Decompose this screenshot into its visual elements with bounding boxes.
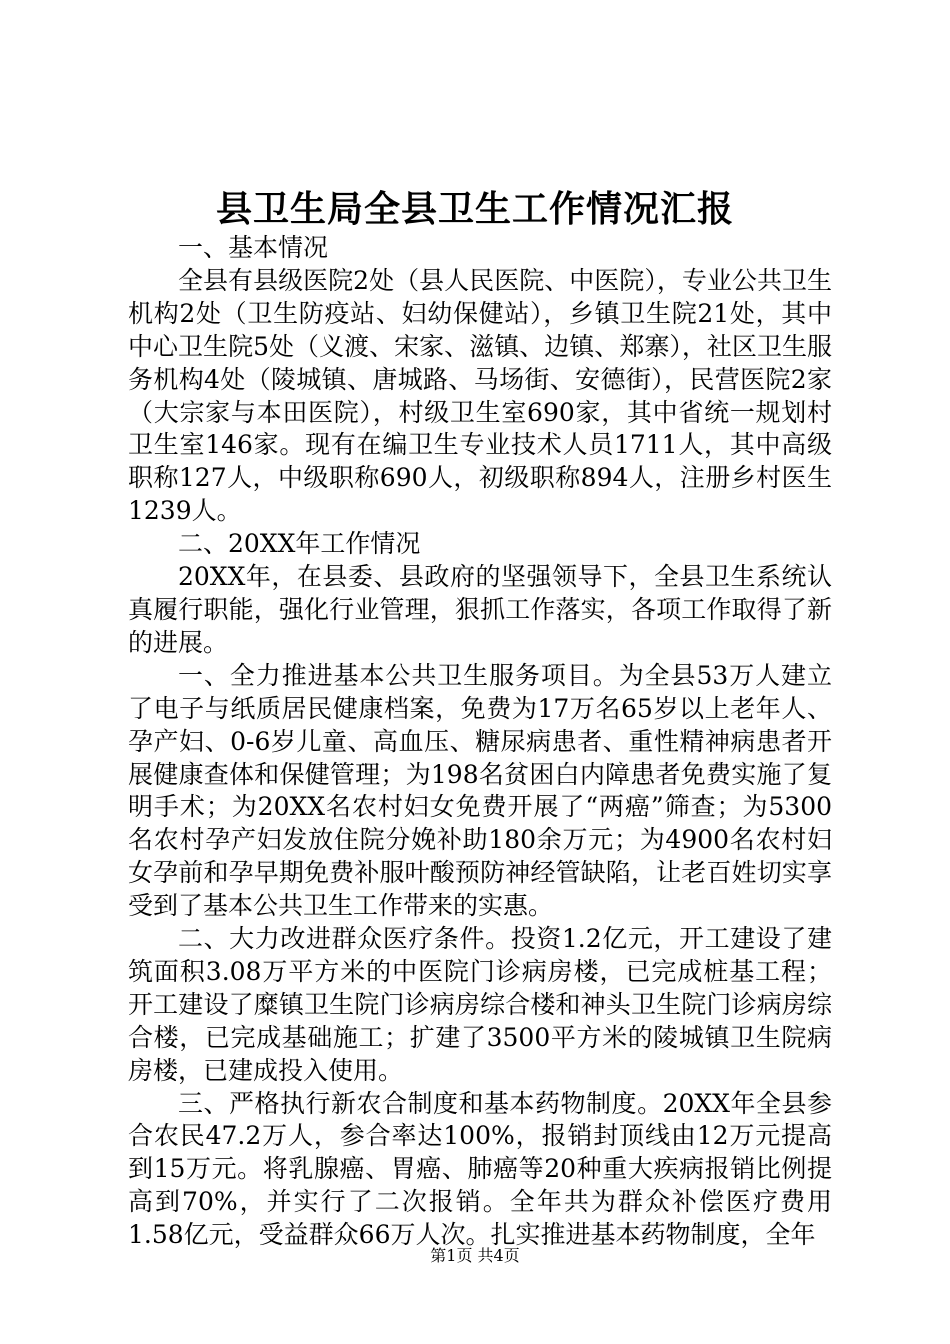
paragraph-medical-conditions: 二、大力改进群众医疗条件。投资1.2亿元，开工建设了建筑面积3.08万平方米的中医院门诊病房楼，已完成桩基工程；开工建设了糜镇卫生院门诊病房综合楼和神头卫生院门诊病房综合楼，已完成基础施工；扩建了3500平方米的陵城镇卫生院病房楼，已建成投入使用。: [128, 924, 832, 1085]
paragraph-public-health: 一、全力推进基本公共卫生服务项目。为全县53万人建立了电子与纸质居民健康档案，免费为17万名65岁以上老年人、孕产妇、0-6岁儿童、高血压、糖尿病患者、重性精神病患者开展健康查体和保健管理；为198名贫困白内障患者免费实施了复明手术；为20XX名农村妇女免费开展了“两癌”筛查；为5300名农村孕产妇发放住院分娩补助180余万元；为4900名农村妇女孕前和孕早期免费补服叶酸预防神经管缺陷，让老百姓切实享受到了基本公共卫生工作带来的实惠。: [128, 660, 832, 921]
paragraph-rural-insurance: 三、严格执行新农合制度和基本药物制度。20XX年全县参合农民47.2万人，参合率达100%，报销封顶线由12万元提高到15万元。将乳腺癌、胃癌、肺癌等20种重大疾病报销比例提高到70%，并实行了二次报销。全年共为群众补偿医疗费用1.58亿元，受益群众66万人次。扎实推进基本药物制度，全年: [128, 1088, 832, 1250]
document-body: [128, 232, 832, 1252]
page-footer: 第1页 共4页: [430, 1246, 520, 1265]
section-heading-basic: 一、基本情况: [178, 233, 329, 262]
paragraph-work-intro: 20XX年，在县委、县政府的坚强领导下，全县卫生系统认真履行职能，强化行业管理，狠抓工作落实，各项工作取得了新的进展。: [128, 562, 832, 657]
document-title: 县卫生局全县卫生工作情况汇报: [215, 188, 734, 230]
paragraph-basic-info: 全县有县级医院2处（县人民医院、中医院），专业公共卫生机构2处（卫生防疫站、妇幼保健站），乡镇卫生院21处，其中中心卫生院5处（义渡、宋家、滋镇、边镇、郑寨），社区卫生服务机构4处（陵城镇、唐城路、马场街、安德街），民营医院2家（大宗家与本田医院），村级卫生室690家，其中省统一规划村卫生室146家。现有在编卫生专业技术人员1711人，其中高级职称127人，中级职称690人，初级职称894人，注册乡村医生1239人。: [128, 265, 832, 526]
section-heading-work: 二、20XX年工作情况: [178, 529, 421, 559]
